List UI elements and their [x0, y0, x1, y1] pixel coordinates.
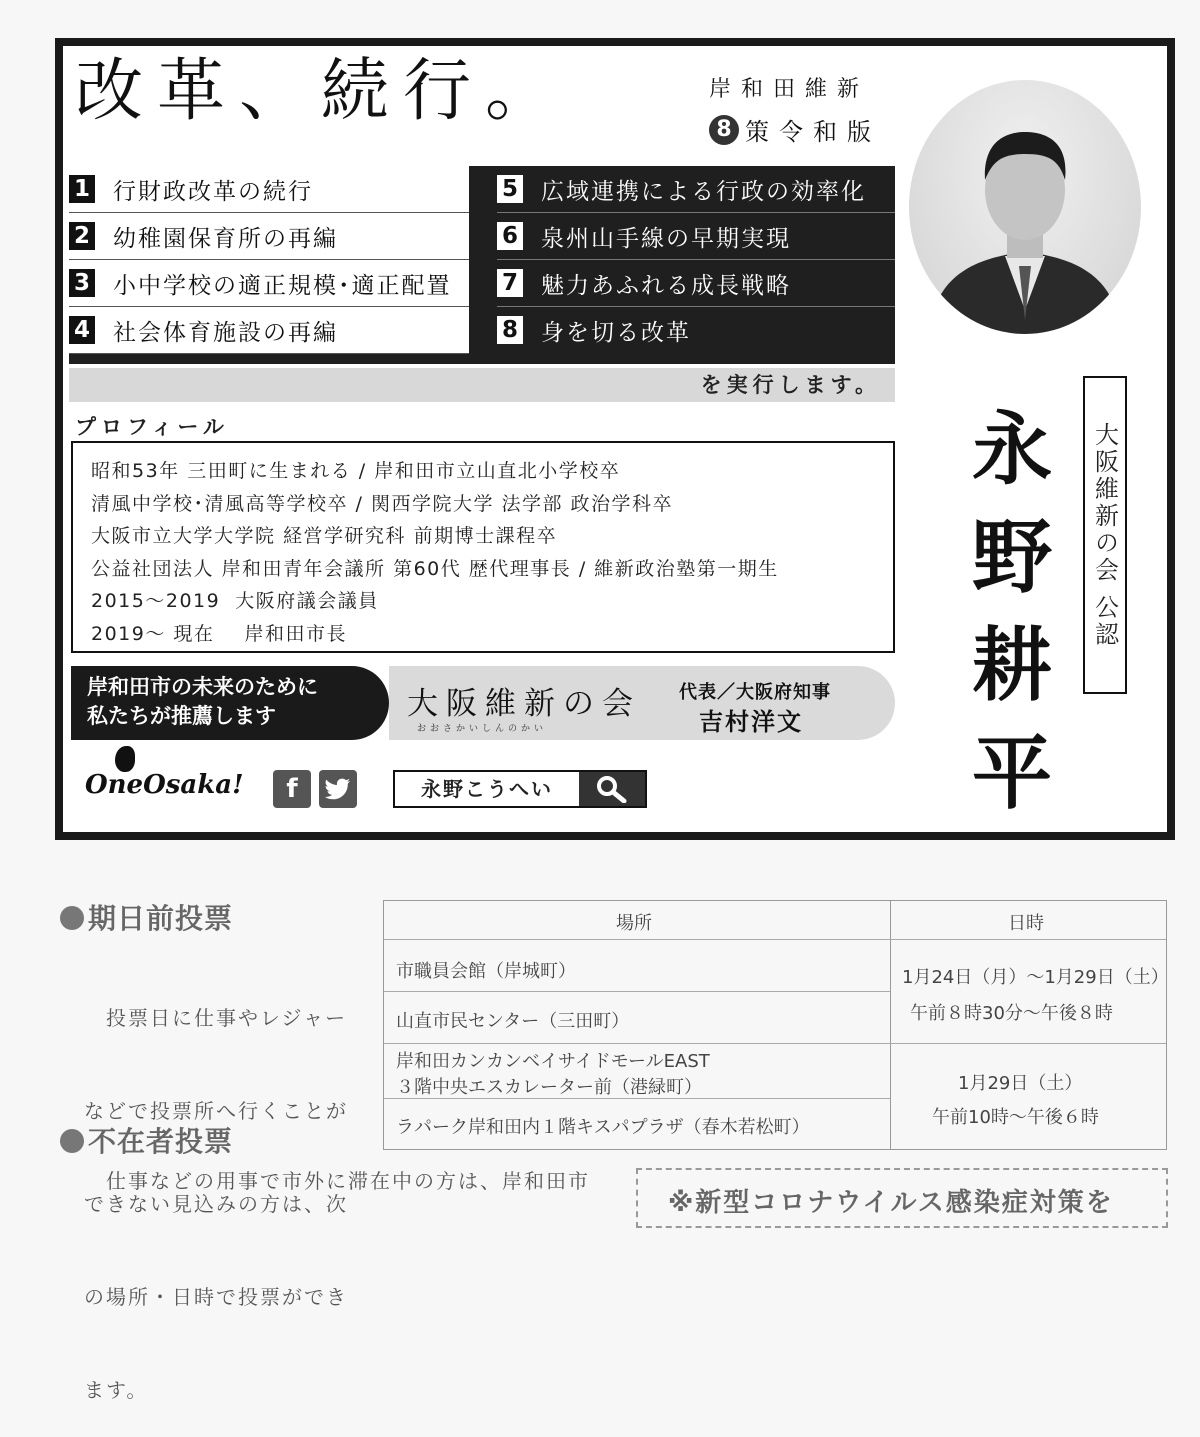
policy-list — [69, 166, 895, 364]
table-divider — [384, 991, 890, 992]
twitter-icon[interactable] — [319, 770, 357, 808]
representative-name: 吉村洋文 — [699, 708, 803, 736]
absentee-voting-body: 仕事などの用事で市外に滞在中の方は、岸和田市 — [84, 1169, 590, 1193]
policy-number: 1 — [69, 175, 95, 203]
table-cell-time: 午前10時～午後６時 — [932, 1107, 1099, 1128]
candidate-name — [967, 396, 1057, 828]
policy-text: 行財政改革の続行 — [113, 178, 313, 205]
policy-number: 3 — [69, 269, 95, 297]
body-line: ます。 — [84, 1378, 149, 1402]
candidate-name-char: 永 — [972, 403, 1052, 496]
policy-text: 幼稚園保育所の再編 — [113, 225, 338, 252]
table-header-place: 場所 — [616, 913, 652, 934]
policy-item — [69, 260, 469, 307]
oneosaka-logo: OneOsaka! — [85, 770, 244, 800]
candidate-portrait-shape — [909, 80, 1141, 334]
policy-number: 6 — [497, 222, 523, 250]
policy-text: 社会体育施設の再編 — [113, 319, 338, 346]
profile-line: 2015～2019 大阪府議会議員 — [91, 590, 379, 613]
search-icon[interactable] — [579, 772, 645, 806]
twitter-bird-shape — [325, 778, 351, 800]
policy-item — [497, 260, 895, 307]
table-cell-time: 1月29日（土） — [958, 1073, 1083, 1094]
profile-line: 大阪市立大学大学院 経営学研究科 前期博士課程卒 — [91, 525, 558, 548]
candidate-name-char: 平 — [972, 727, 1052, 820]
policy-text: 身を切る改革 — [541, 319, 691, 346]
campaign-ad — [55, 38, 1175, 840]
policy-item — [69, 213, 469, 260]
policy-number: 2 — [69, 222, 95, 250]
magnifier-shape — [595, 775, 629, 803]
absentee-voting-heading-text: 不在者投票 — [88, 1125, 234, 1158]
candidate-photo — [909, 80, 1141, 334]
profile-line: 昭和53年 三田町に生まれる / 岸和田市立山直北小学校卒 — [91, 460, 621, 482]
representative-title: 代表／大阪府知事 — [679, 682, 831, 703]
table-cell-time: 午前８時30分～午後８時 — [910, 1003, 1113, 1024]
body-line: 投票日に仕事やレジャー — [84, 1006, 348, 1030]
subtitle-line2 — [709, 112, 881, 147]
early-voting-table — [383, 900, 1167, 1150]
policy-item — [69, 166, 469, 213]
policy-text: 魅力あふれる成長戦略 — [541, 272, 791, 299]
table-cell-place: ３階中央エスカレーター前（港緑町） — [396, 1077, 702, 1098]
candidate-name-char: 耕 — [972, 619, 1052, 712]
table-header-time: 日時 — [1008, 913, 1044, 934]
profile-box — [71, 441, 895, 653]
subtitle-line1: 岸和田維新 — [709, 77, 870, 102]
body-line: などで投票所へ行くことが — [84, 1099, 348, 1123]
body-line: の場所・日時で投票ができ — [84, 1285, 348, 1309]
table-divider — [384, 939, 1166, 940]
policy-item — [497, 213, 895, 260]
policy-number: 7 — [497, 269, 523, 297]
policy-text: 広域連携による行政の効率化 — [541, 178, 866, 205]
number-circle: 8 — [709, 115, 739, 145]
profile-title: プロフィール — [75, 415, 229, 439]
policy-item — [497, 166, 895, 213]
absentee-voting-heading — [60, 1120, 233, 1160]
body-line: できない見込みの方は、次 — [84, 1192, 348, 1216]
table-cell-place: 岸和田カンカンベイサイドモールEAST — [396, 1051, 710, 1072]
table-cell-place: ラパーク岸和田内１階キスパプラザ（春木若松町） — [396, 1117, 810, 1138]
table-cell-place: 山直市民センター（三田町） — [396, 1011, 630, 1032]
table-cell-place: 市職員会館（岸城町） — [396, 961, 576, 982]
endorsement-label: 大阪維新の会 公認 — [1083, 376, 1127, 694]
policy-number: 8 — [497, 316, 523, 344]
headline: 改革、続行。 — [75, 52, 568, 131]
execute-banner: を実行します。 — [69, 368, 895, 402]
policy-number: 4 — [69, 316, 95, 344]
early-voting-heading — [60, 897, 233, 937]
osaka-logo-mark — [115, 746, 135, 772]
early-voting-heading-text: 期日前投票 — [88, 902, 234, 935]
party-panel — [389, 666, 895, 740]
recommendation-banner — [71, 666, 895, 740]
table-divider — [384, 1043, 1166, 1044]
candidate-name-char: 野 — [972, 511, 1052, 604]
policy-number: 5 — [497, 175, 523, 203]
policy-item — [497, 307, 895, 353]
bullet-dot-icon — [60, 1129, 84, 1153]
profile-line: 2019～ 現在 岸和田市長 — [91, 622, 348, 645]
recommend-line2: 私たちが推薦します — [87, 704, 276, 728]
profile-line: 清風中学校･清風高等学校卒 / 関西学院大学 法学部 政治学科卒 — [91, 492, 674, 515]
policy-text: 小中学校の適正規模･適正配置 — [113, 272, 452, 299]
subtitle-line2-text: 策令和版 — [745, 118, 881, 146]
party-ruby: おおさかいしんのかい — [417, 724, 548, 734]
table-cell-time: 1月24日（月）～1月29日（土） — [902, 967, 1169, 988]
policy-item — [69, 307, 469, 354]
policy-text: 泉州山手線の早期実現 — [541, 225, 791, 252]
recommend-text — [71, 666, 389, 740]
search-box[interactable] — [393, 770, 647, 808]
recommend-line1: 岸和田市の未来のために — [87, 675, 318, 699]
covid-notice: ※新型コロナウイルス感染症対策を — [636, 1168, 1168, 1228]
search-keyword: 永野こうへい — [421, 777, 553, 801]
profile-line: 公益社団法人 岸和田青年会議所 第60代 歴代理事長 / 維新政治塾第一期生 — [91, 557, 779, 580]
bullet-dot-icon — [60, 906, 84, 930]
party-name: 大阪維新の会 — [407, 686, 641, 722]
facebook-icon[interactable]: f — [273, 770, 311, 808]
